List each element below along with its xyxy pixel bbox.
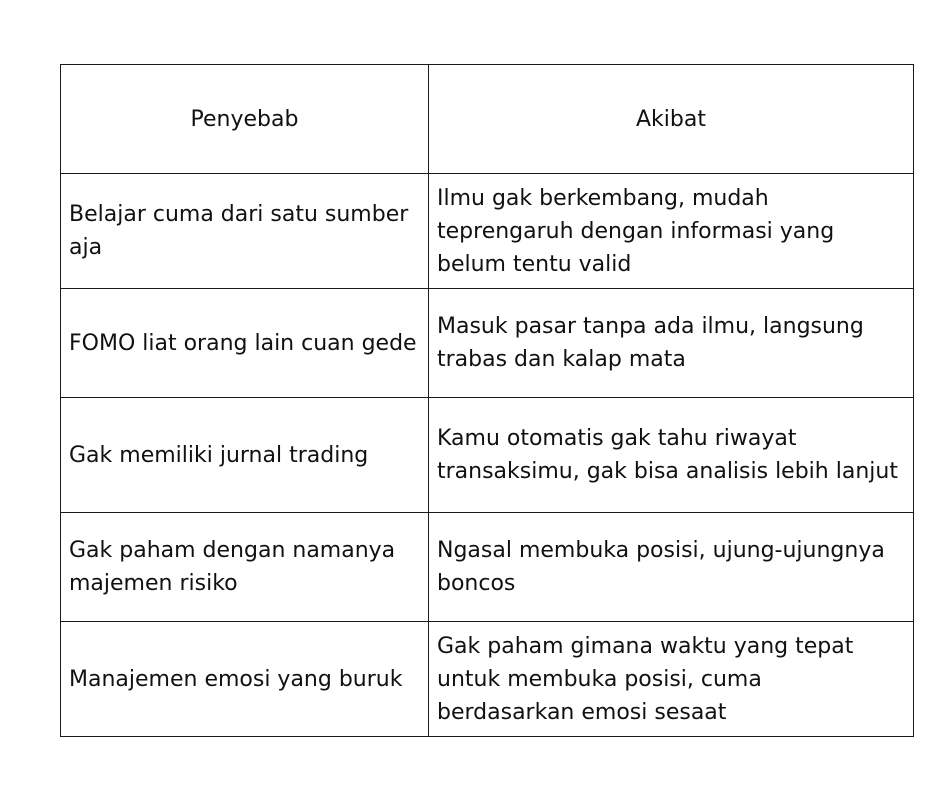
cause-cell: Gak memiliki jurnal trading xyxy=(61,398,429,513)
cause-cell: Manajemen emosi yang buruk xyxy=(61,622,429,737)
table-header-row xyxy=(61,65,914,174)
table-row xyxy=(61,174,914,289)
table-row xyxy=(61,513,914,622)
table-row xyxy=(61,398,914,513)
cause-cell: Gak paham dengan namanya majemen risiko xyxy=(61,513,429,622)
cause-cell: Belajar cuma dari satu sumber aja xyxy=(61,174,429,289)
cause-cell: FOMO liat orang lain cuan gede xyxy=(61,289,429,398)
effect-cell: Masuk pasar tanpa ada ilmu, langsung trabas dan kalap mata xyxy=(429,289,914,398)
effect-cell: Gak paham gimana waktu yang tepat untuk membuka posisi, cuma berdasarkan emosi sesaat xyxy=(429,622,914,737)
effect-cell: Ngasal membuka posisi, ujung-ujungnya boncos xyxy=(429,513,914,622)
effect-cell: Kamu otomatis gak tahu riwayat transaksimu, gak bisa analisis lebih lanjut xyxy=(429,398,914,513)
header-cause: Penyebab xyxy=(61,65,429,174)
effect-cell: Ilmu gak berkembang, mudah teprengaruh dengan informasi yang belum tentu valid xyxy=(429,174,914,289)
cause-effect-table xyxy=(60,64,914,737)
table-row xyxy=(61,622,914,737)
table-row xyxy=(61,289,914,398)
header-effect: Akibat xyxy=(429,65,914,174)
